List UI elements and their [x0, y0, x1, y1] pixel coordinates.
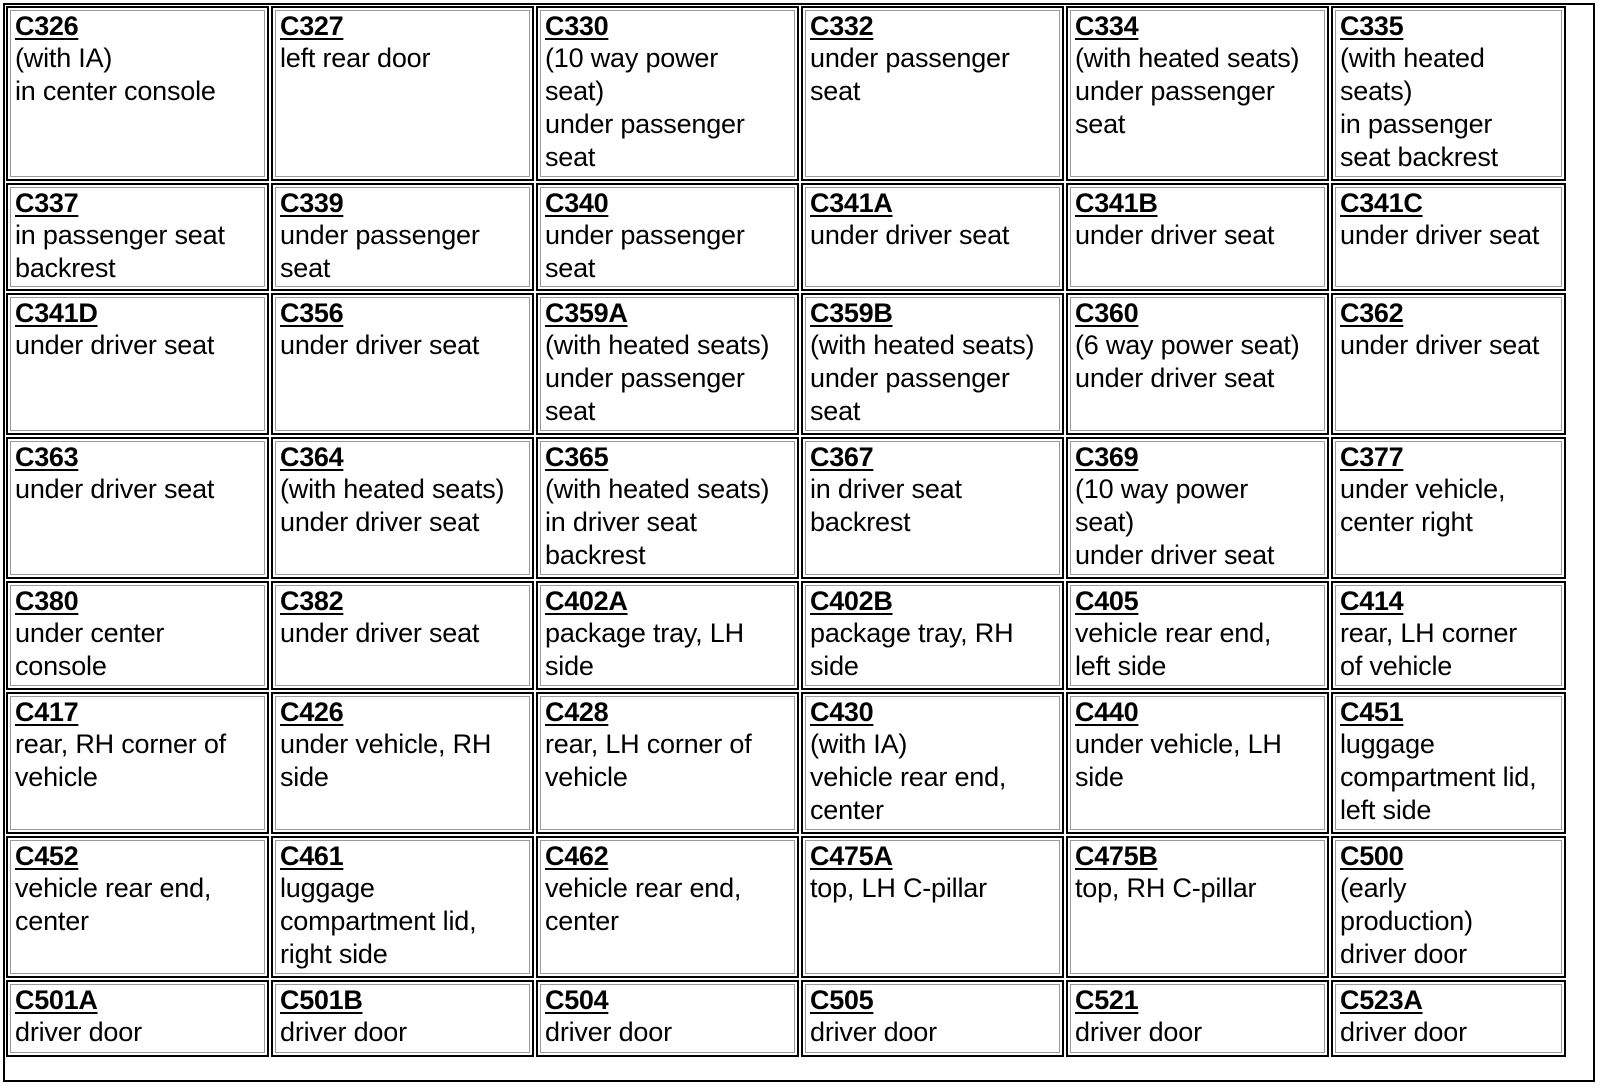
connector-code-link[interactable]: C475A	[810, 841, 893, 871]
connector-location-text: (with heated seats) in driver seat backrest	[545, 474, 770, 570]
connector-location-text: top, RH C-pillar	[1075, 873, 1257, 903]
connector-cell	[1066, 692, 1329, 834]
connector-code-link[interactable]: C363	[15, 442, 79, 472]
connector-cell	[801, 836, 1064, 978]
connector-code-link[interactable]: C341A	[810, 188, 893, 218]
connector-cell	[1331, 437, 1566, 579]
connector-location-text: under vehicle, RH side	[280, 729, 492, 792]
connector-code-link[interactable]: C359B	[810, 298, 893, 328]
connector-code-link[interactable]: C521	[1075, 985, 1139, 1015]
connector-cell	[271, 437, 534, 579]
connector-cell	[801, 183, 1064, 291]
connector-location-text: package tray, RH side	[810, 618, 1014, 681]
connector-code-link[interactable]: C440	[1075, 697, 1139, 727]
connector-code-link[interactable]: C367	[810, 442, 874, 472]
connector-cell	[801, 980, 1064, 1057]
connector-location-text: luggage compartment lid, left side	[1340, 729, 1537, 825]
connector-code-link[interactable]: C377	[1340, 442, 1404, 472]
connector-location-text: driver door	[810, 1017, 937, 1047]
connector-cell	[1331, 836, 1566, 978]
connector-code-link[interactable]: C356	[280, 298, 344, 328]
connector-code-link[interactable]: C475B	[1075, 841, 1158, 871]
connector-cell	[6, 183, 269, 291]
connector-location-text: under center console	[15, 618, 165, 681]
connector-location-text: package tray, LH side	[545, 618, 744, 681]
connector-code-link[interactable]: C501A	[15, 985, 98, 1015]
connector-code-link[interactable]: C380	[15, 586, 79, 616]
connector-code-link[interactable]: C359A	[545, 298, 628, 328]
connector-location-text: driver door	[545, 1017, 672, 1047]
connector-code-link[interactable]: C341B	[1075, 188, 1158, 218]
connector-location-text: (with IA) in center console	[15, 43, 216, 106]
connector-cell	[271, 692, 534, 834]
connector-code-link[interactable]: C364	[280, 442, 344, 472]
connector-cell	[536, 836, 799, 978]
connector-cell	[6, 581, 269, 690]
connector-cell	[6, 437, 269, 579]
connector-code-link[interactable]: C417	[15, 697, 79, 727]
connector-location-text: rear, LH corner of vehicle	[1340, 618, 1518, 681]
connector-code-link[interactable]: C430	[810, 697, 874, 727]
connector-location-text: under driver seat	[1075, 220, 1275, 250]
connector-code-link[interactable]: C365	[545, 442, 609, 472]
connector-code-link[interactable]: C428	[545, 697, 609, 727]
connector-cell	[1066, 581, 1329, 690]
connector-cell	[1331, 692, 1566, 834]
connector-code-link[interactable]: C360	[1075, 298, 1139, 328]
connector-location-text: (with heated seats) in passenger seat backrest	[1340, 43, 1498, 172]
connector-location-text: (with IA) vehicle rear end, center	[810, 729, 1007, 825]
connector-cell	[536, 293, 799, 435]
connector-location-text: (with heated seats) under passenger seat	[1075, 43, 1300, 139]
connector-code-link[interactable]: C451	[1340, 697, 1404, 727]
connector-cell	[801, 293, 1064, 435]
connector-location-text: under vehicle, center right	[1340, 474, 1506, 537]
connector-location-text: rear, LH corner of vehicle	[545, 729, 752, 792]
connector-cell	[1066, 437, 1329, 579]
connector-cell	[1066, 183, 1329, 291]
connector-location-text: (early production) driver door	[1340, 873, 1473, 969]
connector-cell	[271, 581, 534, 690]
connector-cell	[536, 6, 799, 181]
connector-code-link[interactable]: C341C	[1340, 188, 1423, 218]
connector-code-link[interactable]: C462	[545, 841, 609, 871]
connector-code-link[interactable]: C461	[280, 841, 344, 871]
connector-code-link[interactable]: C402B	[810, 586, 893, 616]
connector-code-link[interactable]: C341D	[15, 298, 98, 328]
connector-location-text: (with heated seats) under passenger seat	[545, 330, 770, 426]
connector-code-link[interactable]: C452	[15, 841, 79, 871]
connector-location-text: under vehicle, LH side	[1075, 729, 1282, 792]
connector-cell	[536, 980, 799, 1057]
connector-location-text: under driver seat	[280, 330, 480, 360]
connector-location-text: under driver seat	[1340, 220, 1540, 250]
connector-location-text: (with heated seats) under passenger seat	[810, 330, 1035, 426]
connector-cell	[801, 6, 1064, 181]
connector-cell	[6, 980, 269, 1057]
connector-location-text: vehicle rear end, left side	[1075, 618, 1272, 681]
connector-code-link[interactable]: C337	[15, 188, 79, 218]
connector-cell	[801, 437, 1064, 579]
connector-location-text: vehicle rear end, center	[15, 873, 212, 936]
connector-cell	[271, 980, 534, 1057]
connector-location-text: under passenger seat	[810, 43, 1010, 106]
connector-code-link[interactable]: C504	[545, 985, 609, 1015]
connector-code-link[interactable]: C369	[1075, 442, 1139, 472]
connector-code-link[interactable]: C362	[1340, 298, 1404, 328]
connector-code-link[interactable]: C330	[545, 11, 609, 41]
connector-cell	[1066, 293, 1329, 435]
connector-location-text: in passenger seat backrest	[15, 220, 225, 283]
connector-cell	[271, 6, 534, 181]
connector-code-link[interactable]: C382	[280, 586, 344, 616]
connector-location-text: rear, RH corner of vehicle	[15, 729, 226, 792]
connector-location-text: (10 way power seat) under passenger seat	[545, 43, 745, 172]
connector-location-text: (6 way power seat) under driver seat	[1075, 330, 1300, 393]
connector-code-link[interactable]: C426	[280, 697, 344, 727]
connector-code-link[interactable]: C332	[810, 11, 874, 41]
connector-code-link[interactable]: C523A	[1340, 985, 1423, 1015]
connector-cell	[1066, 836, 1329, 978]
connector-location-text: (with heated seats) under driver seat	[280, 474, 505, 537]
connector-cell	[1331, 183, 1566, 291]
connector-code-link[interactable]: C405	[1075, 586, 1139, 616]
connector-cell	[536, 437, 799, 579]
connector-cell	[1331, 293, 1566, 435]
connector-cell	[1331, 581, 1566, 690]
connector-location-text: driver door	[1075, 1017, 1202, 1047]
connector-location-text: driver door	[1340, 1017, 1467, 1047]
connector-location-text: under passenger seat	[280, 220, 480, 283]
connector-location-text: (10 way power seat) under driver seat	[1075, 474, 1275, 570]
connector-cell	[6, 6, 269, 181]
connector-location-text: under driver seat	[280, 618, 480, 648]
connector-cell	[271, 836, 534, 978]
connector-location-text: luggage compartment lid, right side	[280, 873, 477, 969]
connector-location-table	[3, 3, 1595, 1082]
connector-cell	[271, 293, 534, 435]
connector-code-link[interactable]: C326	[15, 11, 79, 41]
connector-cell	[6, 293, 269, 435]
connector-cell	[536, 692, 799, 834]
connector-code-link[interactable]: C402A	[545, 586, 628, 616]
connector-cell	[801, 692, 1064, 834]
connector-cell	[1331, 6, 1566, 181]
connector-location-text: under passenger seat	[545, 220, 745, 283]
connector-location-text: in driver seat backrest	[810, 474, 962, 537]
connector-cell	[536, 581, 799, 690]
connector-code-link[interactable]: C414	[1340, 586, 1404, 616]
connector-code-link[interactable]: C501B	[280, 985, 363, 1015]
connector-code-link[interactable]: C500	[1340, 841, 1404, 871]
connector-code-link[interactable]: C339	[280, 188, 344, 218]
connector-location-text: driver door	[280, 1017, 407, 1047]
connector-code-link[interactable]: C335	[1340, 11, 1404, 41]
connector-cell	[6, 692, 269, 834]
connector-code-link[interactable]: C505	[810, 985, 874, 1015]
connector-location-text: vehicle rear end, center	[545, 873, 742, 936]
connector-code-link[interactable]: C327	[280, 11, 344, 41]
connector-cell	[6, 836, 269, 978]
connector-code-link[interactable]: C340	[545, 188, 609, 218]
connector-cell	[801, 581, 1064, 690]
connector-cell	[1331, 980, 1566, 1057]
connector-cell	[1066, 6, 1329, 181]
connector-location-text: top, LH C-pillar	[810, 873, 987, 903]
connector-location-text: left rear door	[280, 43, 431, 73]
connector-location-text: under driver seat	[15, 474, 215, 504]
connector-location-text: driver door	[15, 1017, 142, 1047]
connector-code-link[interactable]: C334	[1075, 11, 1139, 41]
connector-location-text: under driver seat	[810, 220, 1010, 250]
connector-cell	[536, 183, 799, 291]
connector-cell	[271, 183, 534, 291]
connector-location-text: under driver seat	[15, 330, 215, 360]
connector-location-text: under driver seat	[1340, 330, 1540, 360]
connector-cell	[1066, 980, 1329, 1057]
